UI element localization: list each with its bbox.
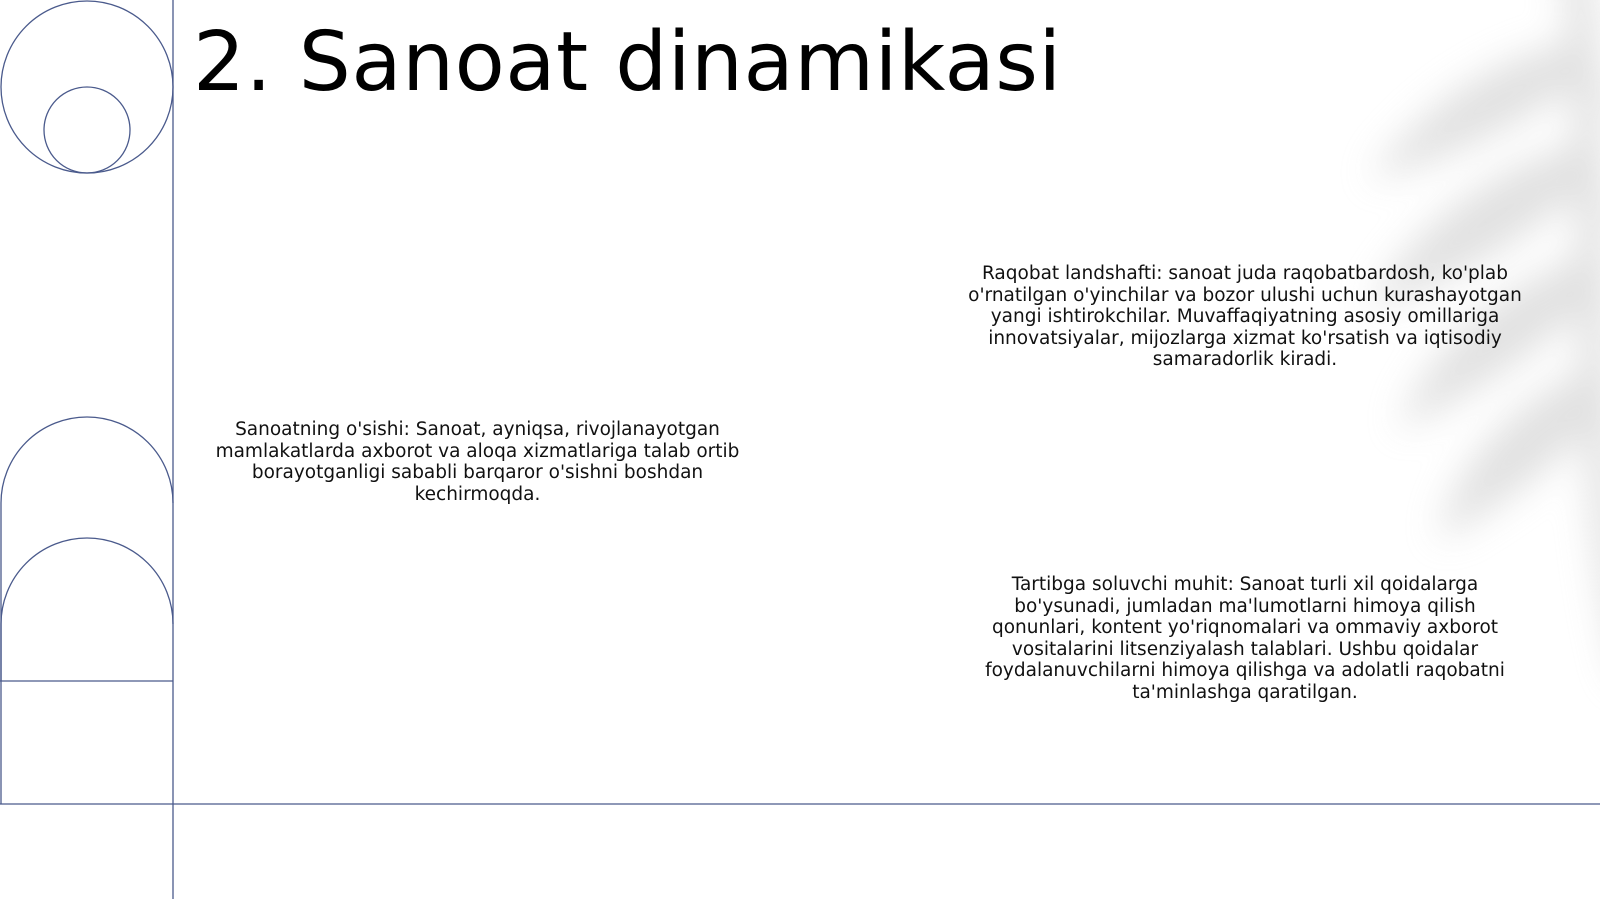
upper-arch [1,417,173,681]
industry-growth-text: Sanoatning o'sishi: Sanoat, ayniqsa, rivojlanayotgan mamlakatlarda axborot va aloqa xizmatlariga talab ortib borayotganligi sababli barqaror o'sishni boshdan kechirmoqda. [215,419,740,505]
slide-title: 2. Sanoat dinamikasi [193,15,1062,110]
lower-arch [1,538,173,681]
regulatory-environment-text: Tartibga soluvchi muhit: Sanoat turli xil qoidalarga bo'ysunadi, jumladan ma'lumotlarni himoya qilish qonunlari, kontent yo'riqnomalari va ommaviy axborot vositalarini litsenziyalash talablari. Ushbu qoidalar foydalanuvchilarni himoya qilishga va adolatli raqobatni ta'minlashga qaratilgan. [985,574,1505,703]
competitive-landscape-text: Raqobat landshafti: sanoat juda raqobatbardosh, ko'plab o'rnatilgan o'yinchilar va bozor ulushi uchun kurashayotgan yangi ishtirokchilar. Muvaffaqiyatning asosiy omillariga innovatsiyalar, mijozlarga xizmat ko'rsatish va iqtisodiy samaradorlik kiradi. [968,263,1522,370]
small-circle [44,87,130,173]
